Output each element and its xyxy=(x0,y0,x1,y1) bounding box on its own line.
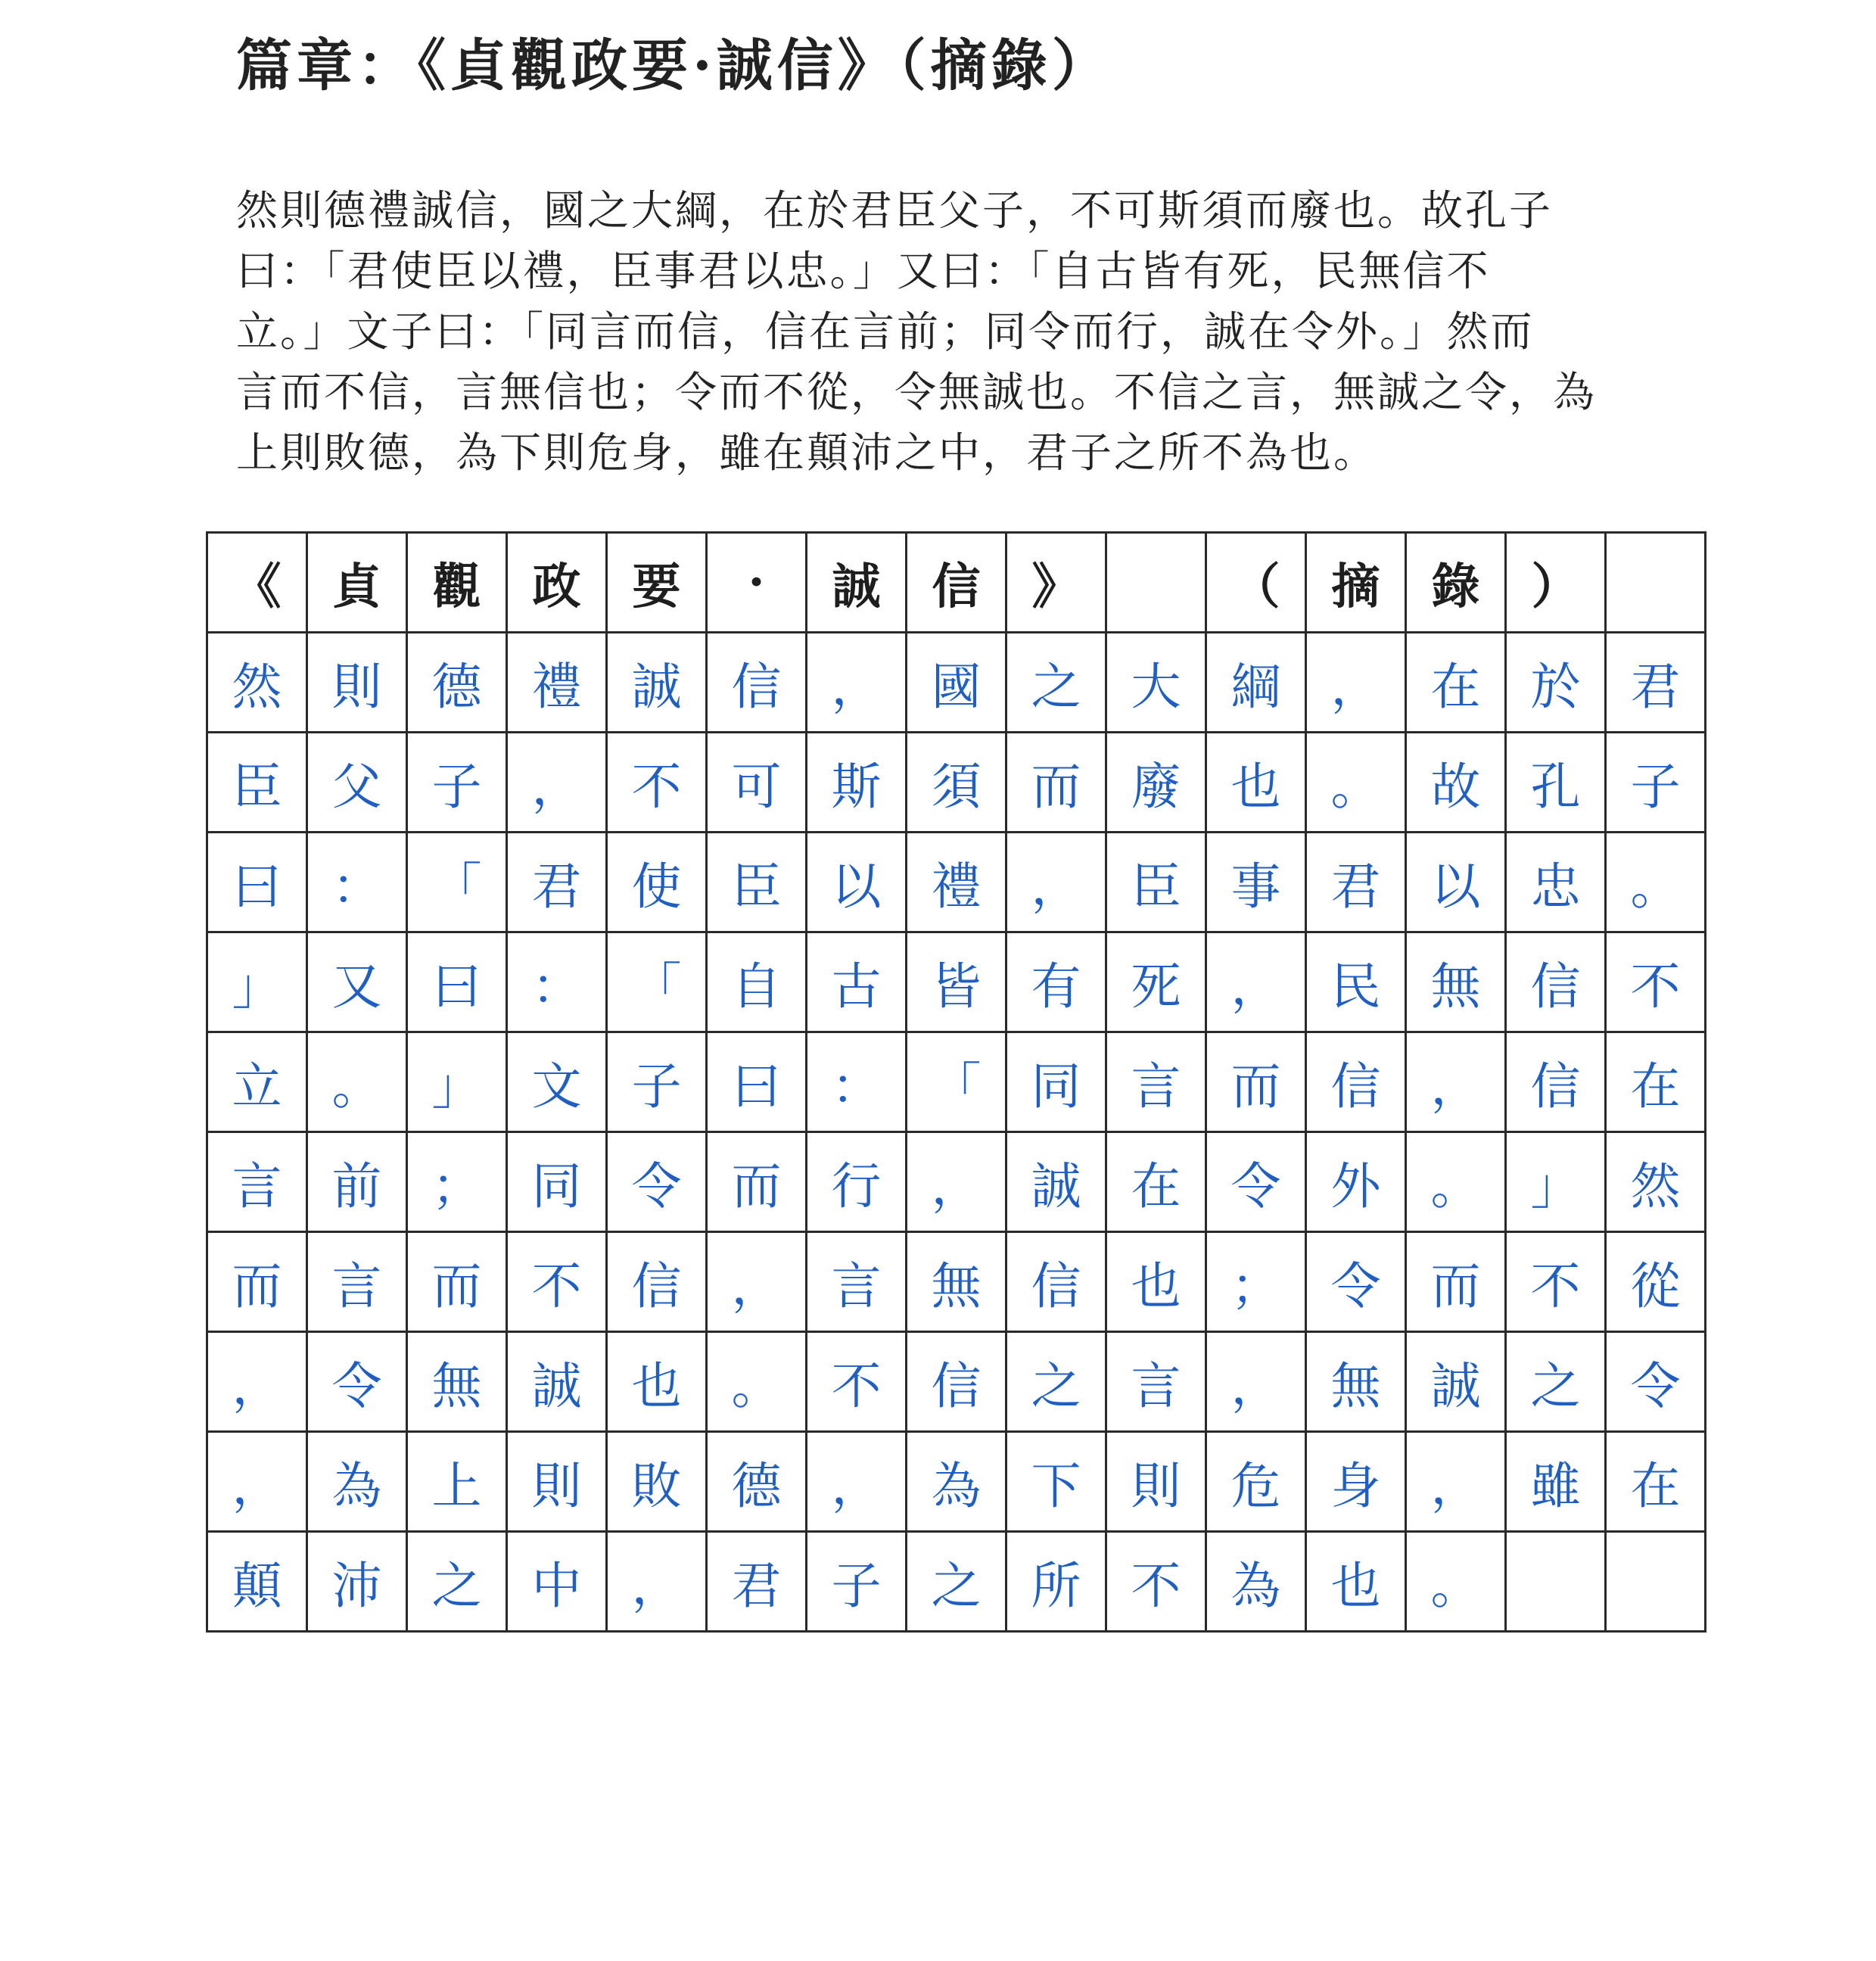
grid-header-cell: 政 xyxy=(507,533,607,633)
grid-cell: 不 xyxy=(607,733,707,833)
grid-cell: 而 xyxy=(1206,1032,1306,1132)
grid-cell: 事 xyxy=(1206,833,1306,932)
grid-cell: 無 xyxy=(1406,932,1506,1032)
grid-cell: 所 xyxy=(1006,1532,1106,1632)
grid-cell: ； xyxy=(1206,1232,1306,1332)
grid-cell: 子 xyxy=(407,733,507,833)
passage-line: 曰：「君使臣以禮，臣事君以忠。」又曰：「自古皆有死，民無信不 xyxy=(236,247,1491,295)
grid-cell: 信 xyxy=(707,633,807,733)
grid-header-cell: 《 xyxy=(207,533,307,633)
grid-cell: 而 xyxy=(407,1232,507,1332)
grid-header-cell: ） xyxy=(1506,533,1606,633)
grid-cell xyxy=(1606,1532,1706,1632)
grid-cell: ， xyxy=(207,1432,307,1532)
grid-cell: 言 xyxy=(1106,1032,1206,1132)
grid-cell: 也 xyxy=(1206,733,1306,833)
grid-cell: 也 xyxy=(607,1332,707,1432)
grid-cell: 」 xyxy=(1506,1132,1606,1232)
grid-cell: 子 xyxy=(1606,733,1706,833)
grid-cell: 在 xyxy=(1406,633,1506,733)
grid-cell: 。 xyxy=(1606,833,1706,932)
grid-header-cell: 要 xyxy=(607,533,707,633)
grid-cell: 同 xyxy=(507,1132,607,1232)
grid-cell: 皆 xyxy=(907,932,1006,1032)
grid-cell: 君 xyxy=(1306,833,1406,932)
grid-cell: 綱 xyxy=(1206,633,1306,733)
grid-cell: ， xyxy=(807,1432,907,1532)
grid-cell: 子 xyxy=(607,1032,707,1132)
grid-cell: 上 xyxy=(407,1432,507,1532)
grid-cell: 不 xyxy=(507,1232,607,1332)
grid-cell: 曰 xyxy=(707,1032,807,1132)
grid-header-cell xyxy=(1606,533,1706,633)
grid-row xyxy=(207,1232,1706,1332)
grid-cell: 」 xyxy=(407,1032,507,1132)
grid-cell: 不 xyxy=(1106,1532,1206,1632)
grid-cell: 君 xyxy=(1606,633,1706,733)
grid-cell: 之 xyxy=(907,1532,1006,1632)
passage-line: 然則德禮誠信，國之大綱，在於君臣父子，不可斯須而廢也。故孔子 xyxy=(236,186,1554,235)
grid-cell: 故 xyxy=(1406,733,1506,833)
grid-cell: 於 xyxy=(1506,633,1606,733)
grid-row xyxy=(207,733,1706,833)
grid-cell: 」 xyxy=(207,932,307,1032)
grid-cell: 誠 xyxy=(507,1332,607,1432)
grid-cell: 下 xyxy=(1006,1432,1106,1532)
grid-cell: 「 xyxy=(607,932,707,1032)
grid-cell: 德 xyxy=(407,633,507,733)
grid-cell: 君 xyxy=(507,833,607,932)
grid-cell: ， xyxy=(1306,633,1406,733)
grid-cell: 而 xyxy=(1006,733,1106,833)
grid-cell: 信 xyxy=(1506,1032,1606,1132)
grid-cell: 令 xyxy=(307,1332,407,1432)
grid-cell: 子 xyxy=(807,1532,907,1632)
grid-cell: ， xyxy=(1406,1432,1506,1532)
grid-cell: 同 xyxy=(1006,1032,1106,1132)
grid-cell: 誠 xyxy=(607,633,707,733)
grid-header-cell: · xyxy=(707,533,807,633)
grid-row xyxy=(207,1132,1706,1232)
grid-cell: 信 xyxy=(607,1232,707,1332)
grid-cell: 以 xyxy=(1406,833,1506,932)
grid-cell: 而 xyxy=(207,1232,307,1332)
grid-cell: ， xyxy=(507,733,607,833)
grid-cell: 之 xyxy=(1006,1332,1106,1432)
grid-cell: 雖 xyxy=(1506,1432,1606,1532)
grid-cell: ： xyxy=(307,833,407,932)
grid-cell: ： xyxy=(507,932,607,1032)
grid-cell: 信 xyxy=(1306,1032,1406,1132)
passage-line: 言而不信，言無信也；令而不從，令無誠也。不信之言，無誠之令，為 xyxy=(236,368,1598,416)
grid-cell: 無 xyxy=(407,1332,507,1432)
grid-cell: ， xyxy=(1206,1332,1306,1432)
grid-cell: 以 xyxy=(807,833,907,932)
grid-cell: 不 xyxy=(1506,1232,1606,1332)
grid-cell: 從 xyxy=(1606,1232,1706,1332)
grid-cell: 信 xyxy=(1006,1232,1106,1332)
grid-cell: 令 xyxy=(607,1132,707,1232)
grid-cell: 曰 xyxy=(207,833,307,932)
grid-cell: 。 xyxy=(307,1032,407,1132)
grid-cell: 無 xyxy=(907,1232,1006,1332)
grid-cell: 民 xyxy=(1306,932,1406,1032)
grid-cell: 。 xyxy=(707,1332,807,1432)
grid-header-cell: 貞 xyxy=(307,533,407,633)
grid-cell: 前 xyxy=(307,1132,407,1232)
grid-cell: 文 xyxy=(507,1032,607,1132)
grid-cell: 使 xyxy=(607,833,707,932)
grid-cell: 古 xyxy=(807,932,907,1032)
grid-row xyxy=(207,1332,1706,1432)
grid-cell: 不 xyxy=(1606,932,1706,1032)
grid-cell: 信 xyxy=(907,1332,1006,1432)
grid-cell: 為 xyxy=(307,1432,407,1532)
grid-cell: 「 xyxy=(907,1032,1006,1132)
grid-cell: ， xyxy=(607,1532,707,1632)
grid-cell: ， xyxy=(1206,932,1306,1032)
grid-header-cell: 觀 xyxy=(407,533,507,633)
grid-cell: ： xyxy=(807,1032,907,1132)
grid-cell: 之 xyxy=(1006,633,1106,733)
grid-header-cell: 誠 xyxy=(807,533,907,633)
grid-cell: ； xyxy=(407,1132,507,1232)
grid-header-cell: （ xyxy=(1206,533,1306,633)
grid-cell: 則 xyxy=(507,1432,607,1532)
grid-cell: 行 xyxy=(807,1132,907,1232)
grid-cell: 為 xyxy=(1206,1532,1306,1632)
grid-cell: 也 xyxy=(1306,1532,1406,1632)
grid-cell: 可 xyxy=(707,733,807,833)
grid-cell: 臣 xyxy=(207,733,307,833)
grid-cell: ， xyxy=(907,1132,1006,1232)
grid-cell: 外 xyxy=(1306,1132,1406,1232)
grid-cell: 為 xyxy=(907,1432,1006,1532)
grid-cell: 禮 xyxy=(507,633,607,733)
grid-cell: 。 xyxy=(1306,733,1406,833)
grid-cell: 在 xyxy=(1106,1132,1206,1232)
grid-cell: 敗 xyxy=(607,1432,707,1532)
grid-row xyxy=(207,1032,1706,1132)
passage-line: 立。」文子曰：「同言而信，信在言前；同令而行，誠在令外。」然而 xyxy=(236,307,1535,356)
grid-cell: 信 xyxy=(1506,932,1606,1032)
grid-cell: 而 xyxy=(1406,1232,1506,1332)
grid-cell: 忠 xyxy=(1506,833,1606,932)
grid-cell: 臣 xyxy=(1106,833,1206,932)
grid-cell: 在 xyxy=(1606,1032,1706,1132)
grid-cell: 而 xyxy=(707,1132,807,1232)
grid-cell: ， xyxy=(1006,833,1106,932)
grid-cell: 斯 xyxy=(807,733,907,833)
grid-cell: 德 xyxy=(707,1432,807,1532)
grid-cell: 令 xyxy=(1306,1232,1406,1332)
grid-cell: 身 xyxy=(1306,1432,1406,1532)
grid-cell: 自 xyxy=(707,932,807,1032)
grid-cell: 臣 xyxy=(707,833,807,932)
grid-cell xyxy=(1506,1532,1606,1632)
passage-line: 上則敗德，為下則危身，雖在顛沛之中，君子之所不為也。 xyxy=(236,428,1378,477)
grid-cell: 令 xyxy=(1606,1332,1706,1432)
passage-text xyxy=(236,180,1750,483)
grid-cell: 孔 xyxy=(1506,733,1606,833)
grid-cell: 則 xyxy=(1106,1432,1206,1532)
grid-cell: 廢 xyxy=(1106,733,1206,833)
grid-header-cell: 信 xyxy=(907,533,1006,633)
grid-cell: ， xyxy=(807,633,907,733)
grid-row xyxy=(207,932,1706,1032)
grid-header-row xyxy=(207,533,1706,633)
grid-cell: 有 xyxy=(1006,932,1106,1032)
grid-cell: 不 xyxy=(807,1332,907,1432)
grid-row xyxy=(207,833,1706,932)
grid-cell: ， xyxy=(707,1232,807,1332)
page-title: 篇章：《貞觀政要·誠信》（摘錄） xyxy=(236,33,1112,98)
grid-cell: 誠 xyxy=(1406,1332,1506,1432)
grid-cell: 令 xyxy=(1206,1132,1306,1232)
grid-header-cell: 》 xyxy=(1006,533,1106,633)
grid-cell: 也 xyxy=(1106,1232,1206,1332)
grid-cell: 言 xyxy=(807,1232,907,1332)
grid-cell: 無 xyxy=(1306,1332,1406,1432)
grid-cell: 言 xyxy=(1106,1332,1206,1432)
grid-cell: 之 xyxy=(407,1532,507,1632)
grid-cell: 言 xyxy=(307,1232,407,1332)
grid-cell: 然 xyxy=(1606,1132,1706,1232)
grid-cell: 禮 xyxy=(907,833,1006,932)
grid-cell: 君 xyxy=(707,1532,807,1632)
grid-cell: 言 xyxy=(207,1132,307,1232)
grid-row xyxy=(207,1532,1706,1632)
grid-cell: 則 xyxy=(307,633,407,733)
grid-cell: 。 xyxy=(1406,1132,1506,1232)
grid-cell: 大 xyxy=(1106,633,1206,733)
grid-cell: 「 xyxy=(407,833,507,932)
grid-cell: 然 xyxy=(207,633,307,733)
grid-cell: 曰 xyxy=(407,932,507,1032)
grid-cell: 。 xyxy=(1406,1532,1506,1632)
grid-cell: 在 xyxy=(1606,1432,1706,1532)
grid-cell: 父 xyxy=(307,733,407,833)
grid-cell: ， xyxy=(207,1332,307,1432)
grid-cell: 沛 xyxy=(307,1532,407,1632)
grid-cell: 死 xyxy=(1106,932,1206,1032)
grid-cell: 誠 xyxy=(1006,1132,1106,1232)
grid-cell: 危 xyxy=(1206,1432,1306,1532)
grid-cell: 又 xyxy=(307,932,407,1032)
grid-row xyxy=(207,1432,1706,1532)
grid-cell: 中 xyxy=(507,1532,607,1632)
grid-cell: 須 xyxy=(907,733,1006,833)
grid-cell: ， xyxy=(1406,1032,1506,1132)
grid-row xyxy=(207,633,1706,733)
grid-header-cell: 摘 xyxy=(1306,533,1406,633)
grid-cell: 立 xyxy=(207,1032,307,1132)
grid-header-cell xyxy=(1106,533,1206,633)
grid-header-cell: 錄 xyxy=(1406,533,1506,633)
copybook-grid xyxy=(206,531,1706,1633)
grid-cell: 國 xyxy=(907,633,1006,733)
grid-cell: 顛 xyxy=(207,1532,307,1632)
grid-cell: 之 xyxy=(1506,1332,1606,1432)
